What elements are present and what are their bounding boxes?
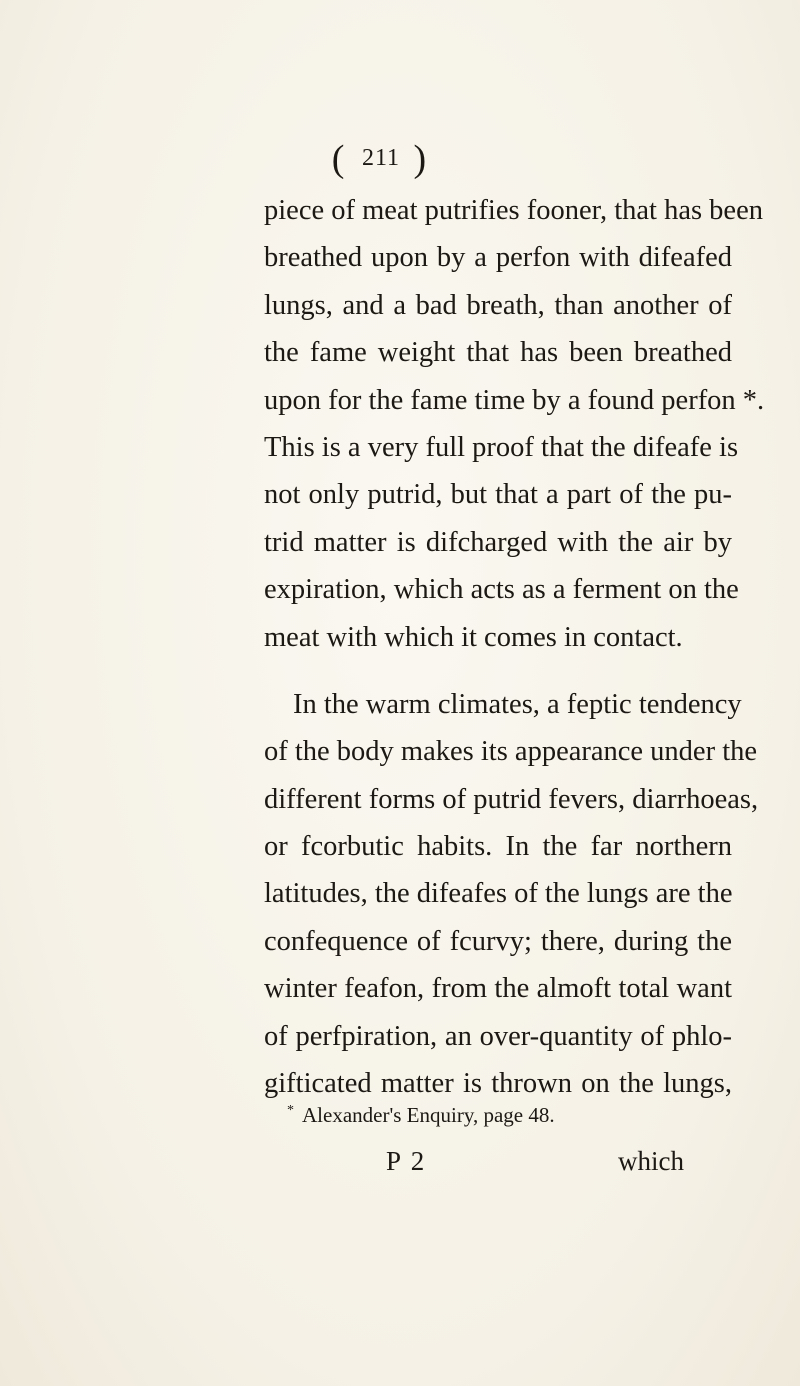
footnote-text: Alexander's Enquiry, page 48. xyxy=(302,1103,555,1127)
footnote-mark: * xyxy=(287,1103,294,1118)
text-line: In the warm climates, a feptic tendency xyxy=(293,688,742,720)
text-line: expiration, which acts as a ferment on the xyxy=(264,574,739,606)
paragraph-1 xyxy=(264,187,765,661)
text-line: latitudes, the difeafes of the lungs are the xyxy=(264,878,733,910)
paragraph-2 xyxy=(264,681,759,1108)
body-text xyxy=(264,187,765,1107)
text-line: meat with which it comes in contact. xyxy=(264,621,683,653)
text-line: or fcorbutic habits. In the far northern xyxy=(264,831,732,863)
text-line: confequence of fcurvy; there, during the xyxy=(264,925,732,957)
text-line: upon for the fame time by a found perfon *. xyxy=(264,384,765,416)
catchword: which xyxy=(618,1146,684,1176)
text-line: This is a very full proof that the difeafe is xyxy=(264,431,739,463)
signature-mark: P 2 xyxy=(386,1146,427,1176)
footnote xyxy=(287,1096,727,1130)
text-line: trid matter is difcharged with the air by xyxy=(264,526,732,558)
text-line: the fame weight that has been breathed xyxy=(264,337,732,369)
text-line: gifticated matter is thrown on the lungs, xyxy=(264,1068,732,1100)
text-line: lungs, and a bad breath, than another of xyxy=(264,289,732,321)
text-line: of the body makes its appearance under the xyxy=(264,736,758,768)
text-line: different forms of putrid fevers, diarrhoeas, xyxy=(264,783,759,815)
text-line: breathed upon by a perfon with difeafed xyxy=(264,242,732,274)
page-number-close: ) xyxy=(400,138,431,180)
page-number-open: ( xyxy=(331,138,362,180)
page-number-value: 211 xyxy=(361,145,401,171)
text-line: not only putrid, but that a part of the pu- xyxy=(264,479,732,511)
text-line: piece of meat putrifies fooner, that has been xyxy=(264,195,763,226)
text-line: of perfpiration, an over-quantity of phlo- xyxy=(264,1020,732,1052)
page-number xyxy=(296,130,466,187)
text-line: winter feafon, from the almoft total want xyxy=(264,973,732,1005)
